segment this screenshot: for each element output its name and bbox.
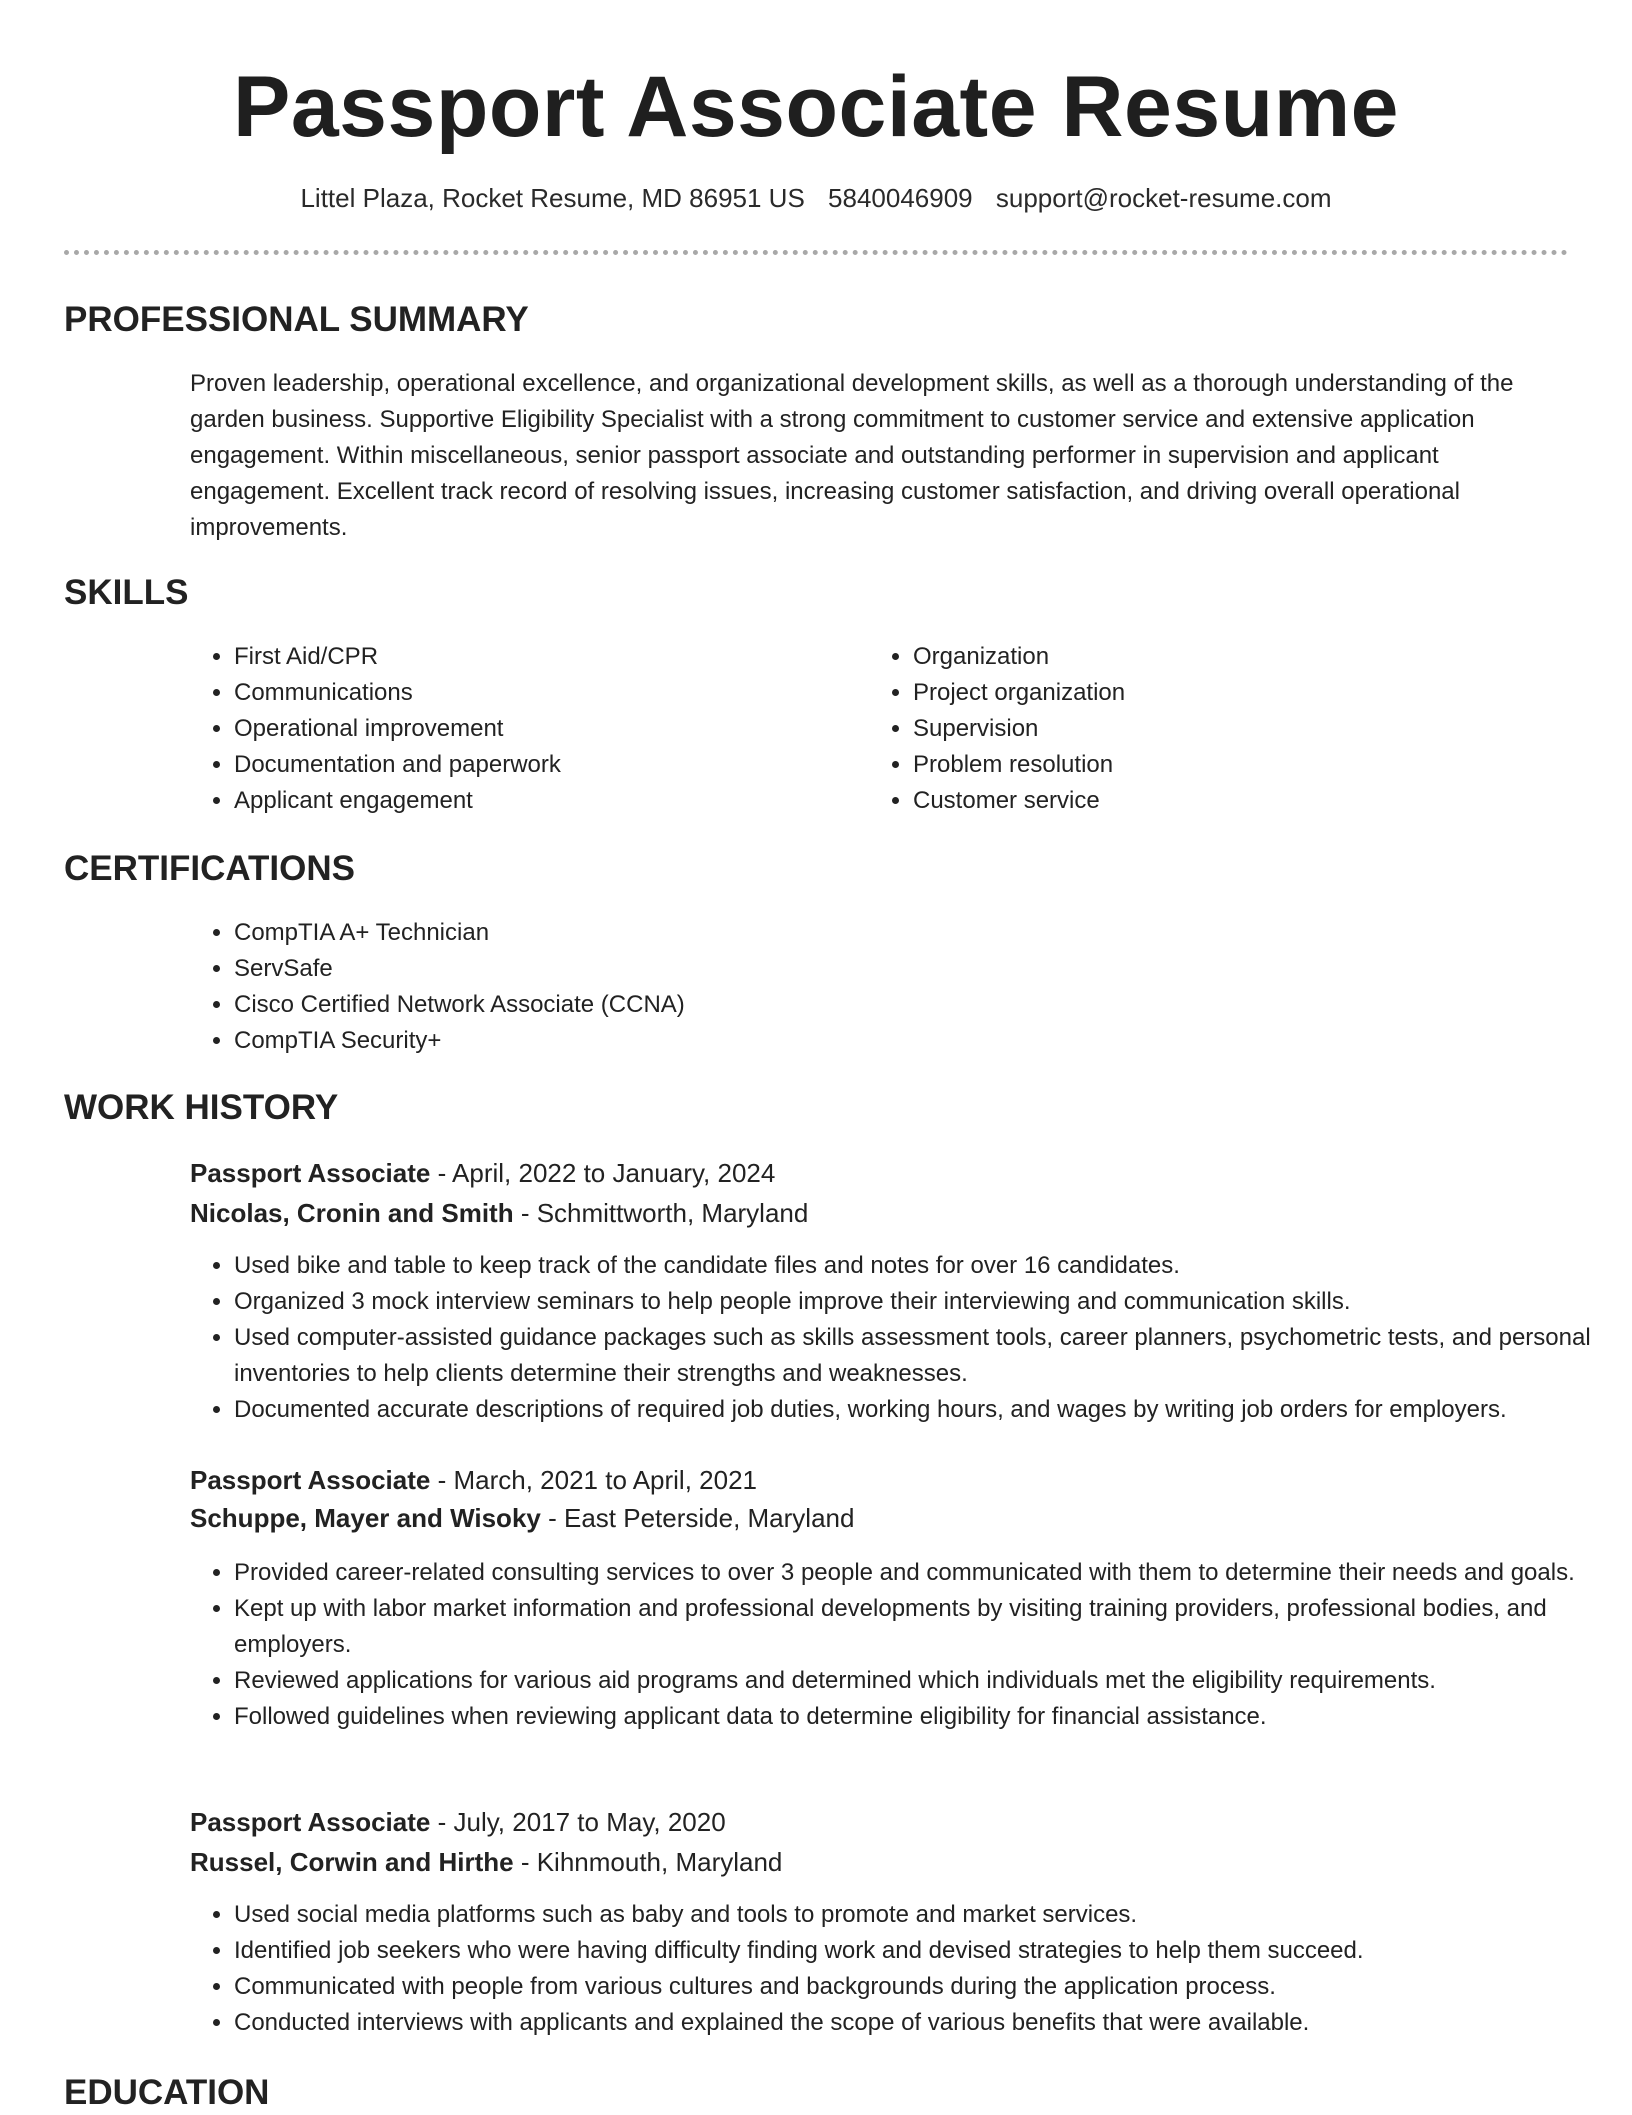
list-item: • Applicant engagement: [234, 783, 854, 819]
list-item: • Communications: [234, 675, 854, 711]
job-location: - Kihnmouth, Maryland: [513, 1847, 783, 1877]
job-company-line: [190, 1499, 854, 1537]
list-item: • Problem resolution: [913, 747, 1533, 783]
job-location: - East Peterside, Maryland: [540, 1503, 855, 1533]
job-dates: - July, 2017 to May, 2020: [430, 1807, 726, 1837]
job-company: Russel, Corwin and Hirthe: [190, 1847, 514, 1877]
job-role: Passport Associate: [190, 1465, 431, 1495]
section-title-skills: SKILLS: [64, 573, 189, 612]
job-role: Passport Associate: [190, 1807, 431, 1837]
list-item: • Documentation and paperwork: [234, 747, 854, 783]
list-item: • CompTIA Security+: [234, 1023, 1614, 1059]
section-title-summary: PROFESSIONAL SUMMARY: [64, 300, 529, 339]
list-item: • Operational improvement: [234, 711, 854, 747]
job-company-line: [190, 1843, 782, 1881]
list-item: • Communicated with people from various cultures and backgrounds during the application process.: [234, 1969, 1624, 2005]
header-divider: [64, 250, 1568, 255]
job-location: - Schmittworth, Maryland: [513, 1198, 809, 1228]
list-item: • Identified job seekers who were having difficulty finding work and devised strategies to help them succeed.: [234, 1933, 1624, 1969]
list-item: • Kept up with labor market information and professional developments by visiting training providers, professional bodies, and employers.: [234, 1591, 1624, 1663]
list-item: • Used social media platforms such as baby and tools to promote and market services.: [234, 1897, 1624, 1933]
job-dates: - April, 2022 to January, 2024: [430, 1158, 776, 1188]
list-item: • Organization: [913, 639, 1533, 675]
list-item: • Followed guidelines when reviewing applicant data to determine eligibility for financial assistance.: [234, 1699, 1624, 1735]
job-role-line: [190, 1154, 775, 1192]
list-item: • Customer service: [913, 783, 1533, 819]
list-item: • Supervision: [913, 711, 1533, 747]
list-item: • Documented accurate descriptions of required job duties, working hours, and wages by writing job orders for employers.: [234, 1392, 1624, 1428]
section-title-education: EDUCATION: [64, 2073, 270, 2112]
contact-line: [0, 180, 1632, 216]
section-title-work-history: WORK HISTORY: [64, 1088, 339, 1127]
job-bullets: [190, 1555, 1624, 1735]
contact-email: support@rocket-resume.com: [995, 183, 1332, 213]
summary-text: Proven leadership, operational excellence, and organizational development skills, as well as a thorough understanding of the garden business. Supportive Eligibility Specialist with a strong commitment to customer service and extensive application engagement. Within miscellaneous, senior passport associate and outstanding performer in supervision and applicant engagement. Excellent track record of resolving issues, increasing customer satisfaction, and driving overall operational improvements.: [190, 370, 1514, 541]
job-bullets: [190, 1248, 1624, 1428]
job-role-line: [190, 1803, 726, 1841]
list-item: • CompTIA A+ Technician: [234, 915, 1614, 951]
list-item: • First Aid/CPR: [234, 639, 854, 675]
contact-phone: 5840046909: [828, 183, 973, 213]
list-item: • Reviewed applications for various aid programs and determined which individuals met the eligibility requirements.: [234, 1663, 1624, 1699]
skills-list-left: [190, 639, 854, 819]
job-company: Nicolas, Cronin and Smith: [190, 1198, 514, 1228]
section-title-certifications: CERTIFICATIONS: [64, 849, 356, 888]
resume-title: Passport Associate Resume: [232, 59, 1400, 155]
list-item: • Cisco Certified Network Associate (CCNA): [234, 987, 1614, 1023]
list-item: • Project organization: [913, 675, 1533, 711]
job-dates: - March, 2021 to April, 2021: [430, 1465, 757, 1495]
skills-list-right: [869, 639, 1533, 819]
list-item: • Used bike and table to keep track of the candidate files and notes for over 16 candidates.: [234, 1248, 1624, 1284]
list-item: • Organized 3 mock interview seminars to help people improve their interviewing and communication skills.: [234, 1284, 1624, 1320]
list-item: • Used computer-assisted guidance packages such as skills assessment tools, career planners, psychometric tests, and personal inventories to help clients determine their strengths and weaknesses.: [234, 1320, 1624, 1392]
job-bullets: [190, 1897, 1624, 2041]
certifications-list: [190, 915, 1614, 1059]
job-role-line: [190, 1461, 757, 1499]
list-item: • Conducted interviews with applicants and explained the scope of various benefits that were available.: [234, 2005, 1624, 2041]
job-company-line: [190, 1194, 808, 1232]
list-item: • Provided career-related consulting services to over 3 people and communicated with them to determine their needs and goals.: [234, 1555, 1624, 1591]
list-item: • ServSafe: [234, 951, 1614, 987]
job-role: Passport Associate: [190, 1158, 431, 1188]
job-company: Schuppe, Mayer and Wisoky: [190, 1503, 541, 1533]
contact-address: Littel Plaza, Rocket Resume, MD 86951 US: [300, 183, 805, 213]
